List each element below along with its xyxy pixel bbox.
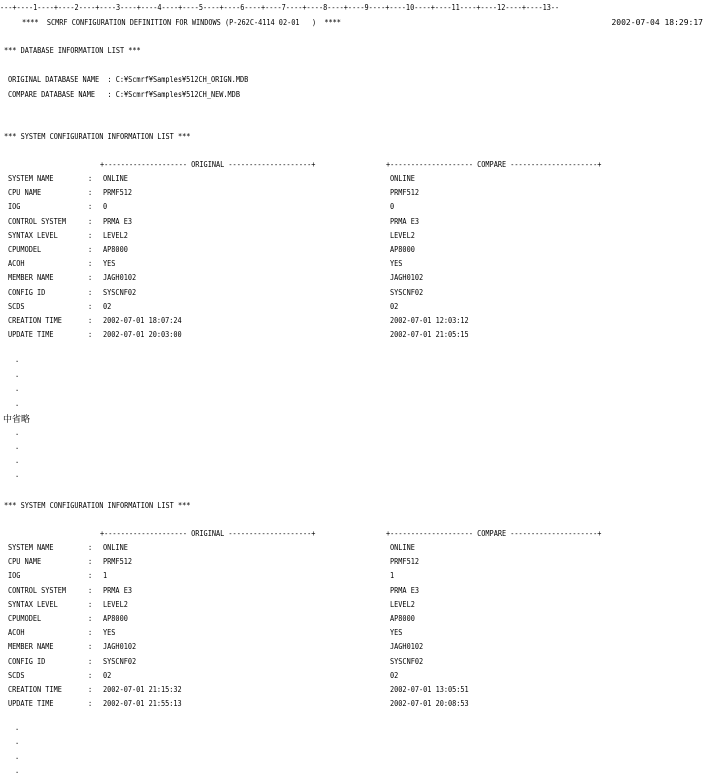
field-label: CONTROL SYSTEM (8, 217, 66, 226)
compare-value: PRMF512 (390, 188, 419, 197)
system-config-section-title-2: *** SYSTEM CONFIGURATION INFORMATION LIST *** (4, 501, 191, 510)
compare-frame-header-2: +-------------------- COMPARE ---------------------+ (386, 529, 602, 538)
compare-value: YES (390, 259, 403, 268)
original-value: ONLINE (103, 543, 128, 552)
compare-value: ONLINE (390, 174, 415, 183)
compare-value: SYSCNF02 (390, 288, 424, 297)
field-separator: : (88, 685, 93, 694)
field-label: SCDS (8, 302, 25, 311)
field-separator: : (88, 642, 93, 651)
original-value: JAGH0102 (103, 273, 137, 282)
field-separator: : (88, 202, 93, 211)
compare-value: YES (390, 628, 403, 637)
field-separator: : (88, 699, 93, 708)
omission-dot: . (15, 442, 20, 451)
original-value: SYSCNF02 (103, 288, 137, 297)
field-label: SYSTEM NAME (8, 174, 54, 183)
omission-dot: . (15, 355, 20, 364)
field-separator: : (88, 557, 93, 566)
omission-label: 中省略 (3, 415, 31, 425)
field-separator: : (88, 174, 93, 183)
field-separator: : (88, 316, 93, 325)
original-value: AP8000 (103, 245, 128, 254)
compare-frame-header: +-------------------- COMPARE ---------------------+ (386, 160, 602, 169)
original-frame-header-2: +-------------------- ORIGINAL --------------------+ (100, 529, 316, 538)
field-separator: : (88, 302, 93, 311)
original-value: AP8000 (103, 614, 128, 623)
compare-value: ONLINE (390, 543, 415, 552)
field-label: MEMBER NAME (8, 273, 54, 282)
compare-value: 02 (390, 671, 399, 680)
field-label: UPDATE TIME (8, 699, 54, 708)
original-value: SYSCNF02 (103, 657, 137, 666)
field-label: CPUMODEL (8, 245, 42, 254)
compare-value: 2002-07-01 20:08:53 (390, 699, 469, 708)
original-frame-header: +-------------------- ORIGINAL --------------------+ (100, 160, 316, 169)
omission-dot: . (15, 752, 20, 761)
field-label: CONTROL SYSTEM (8, 586, 66, 595)
compare-value: LEVEL2 (390, 231, 415, 240)
original-value: 0 (103, 202, 108, 211)
original-value: YES (103, 259, 116, 268)
field-separator: : (88, 628, 93, 637)
field-separator: : (88, 543, 93, 552)
omission-dot: . (15, 384, 20, 393)
field-separator: : (88, 571, 93, 580)
compare-value: AP8000 (390, 614, 415, 623)
field-label: CONFIG ID (8, 657, 46, 666)
database-section-title: *** DATABASE INFORMATION LIST *** (4, 46, 141, 55)
compare-value: SYSCNF02 (390, 657, 424, 666)
original-value: LEVEL2 (103, 600, 128, 609)
omission-dot: . (15, 723, 20, 732)
compare-value: JAGH0102 (390, 642, 424, 651)
original-value: JAGH0102 (103, 642, 137, 651)
field-label: SCDS (8, 671, 25, 680)
original-value: PRMA E3 (103, 586, 132, 595)
field-separator: : (88, 217, 93, 226)
field-label: SYSTEM NAME (8, 543, 54, 552)
original-value: 2002-07-01 21:15:32 (103, 685, 182, 694)
field-label: IOG (8, 571, 21, 580)
compare-value: LEVEL2 (390, 600, 415, 609)
field-label: CONFIG ID (8, 288, 46, 297)
compare-value: 2002-07-01 21:05:15 (390, 330, 469, 339)
omission-dot: . (15, 470, 20, 479)
original-value: PRMF512 (103, 557, 132, 566)
original-value: YES (103, 628, 116, 637)
compare-value: PRMA E3 (390, 217, 419, 226)
field-label: CPUMODEL (8, 614, 42, 623)
omission-dot: . (15, 399, 20, 408)
compare-value: 02 (390, 302, 399, 311)
omission-dot: . (15, 737, 20, 746)
compare-value: AP8000 (390, 245, 415, 254)
field-label: CPU NAME (8, 557, 42, 566)
omission-dot: . (15, 370, 20, 379)
field-separator: : (88, 259, 93, 268)
field-separator: : (88, 273, 93, 282)
field-separator: : (88, 671, 93, 680)
original-value: 02 (103, 671, 112, 680)
original-database-name: ORIGINAL DATABASE NAME : C:¥Scmrf¥Samples¥512CH_ORIGN.MDB (8, 75, 249, 84)
field-label: SYNTAX LEVEL (8, 600, 58, 609)
system-config-section-title: *** SYSTEM CONFIGURATION INFORMATION LIST *** (4, 132, 191, 141)
column-ruler: ---+----1----+----2----+----3----+----4----+----5----+----6----+----7----+----8----+----9----+----10----+----11----+----12----+----13-- (0, 3, 560, 12)
field-label: SYNTAX LEVEL (8, 231, 58, 240)
original-value: LEVEL2 (103, 231, 128, 240)
field-label: MEMBER NAME (8, 642, 54, 651)
field-separator: : (88, 231, 93, 240)
original-value: 2002-07-01 18:07:24 (103, 316, 182, 325)
field-separator: : (88, 245, 93, 254)
original-value: 2002-07-01 20:03:00 (103, 330, 182, 339)
field-label: ACOH (8, 259, 25, 268)
compare-value: 2002-07-01 12:03:12 (390, 316, 469, 325)
field-separator: : (88, 657, 93, 666)
original-value: 02 (103, 302, 112, 311)
original-value: ONLINE (103, 174, 128, 183)
field-label: CREATION TIME (8, 316, 62, 325)
report-title: **** SCMRF CONFIGURATION DEFINITION FOR WINDOWS (P-262C-4114 02-01 ) **** (22, 18, 341, 27)
field-separator: : (88, 614, 93, 623)
field-separator: : (88, 188, 93, 197)
field-label: IOG (8, 202, 21, 211)
original-value: PRMA E3 (103, 217, 132, 226)
original-value: PRMF512 (103, 188, 132, 197)
field-label: UPDATE TIME (8, 330, 54, 339)
omission-dot: . (15, 766, 20, 775)
field-label: CPU NAME (8, 188, 42, 197)
report-datetime: 2002-07-04 18:29:17 (611, 18, 703, 27)
compare-value: 2002-07-01 13:05:51 (390, 685, 469, 694)
field-separator: : (88, 288, 93, 297)
field-label: ACOH (8, 628, 25, 637)
field-separator: : (88, 600, 93, 609)
original-value: 1 (103, 571, 108, 580)
field-separator: : (88, 330, 93, 339)
compare-value: PRMF512 (390, 557, 419, 566)
original-value: 2002-07-01 21:55:13 (103, 699, 182, 708)
compare-value: JAGH0102 (390, 273, 424, 282)
field-label: CREATION TIME (8, 685, 62, 694)
compare-value: 0 (390, 202, 395, 211)
compare-value: 1 (390, 571, 395, 580)
field-separator: : (88, 586, 93, 595)
omission-dot: . (15, 428, 20, 437)
omission-dot: . (15, 456, 20, 465)
compare-value: PRMA E3 (390, 586, 419, 595)
compare-database-name: COMPARE DATABASE NAME : C:¥Scmrf¥Samples¥512CH_NEW.MDB (8, 90, 240, 99)
